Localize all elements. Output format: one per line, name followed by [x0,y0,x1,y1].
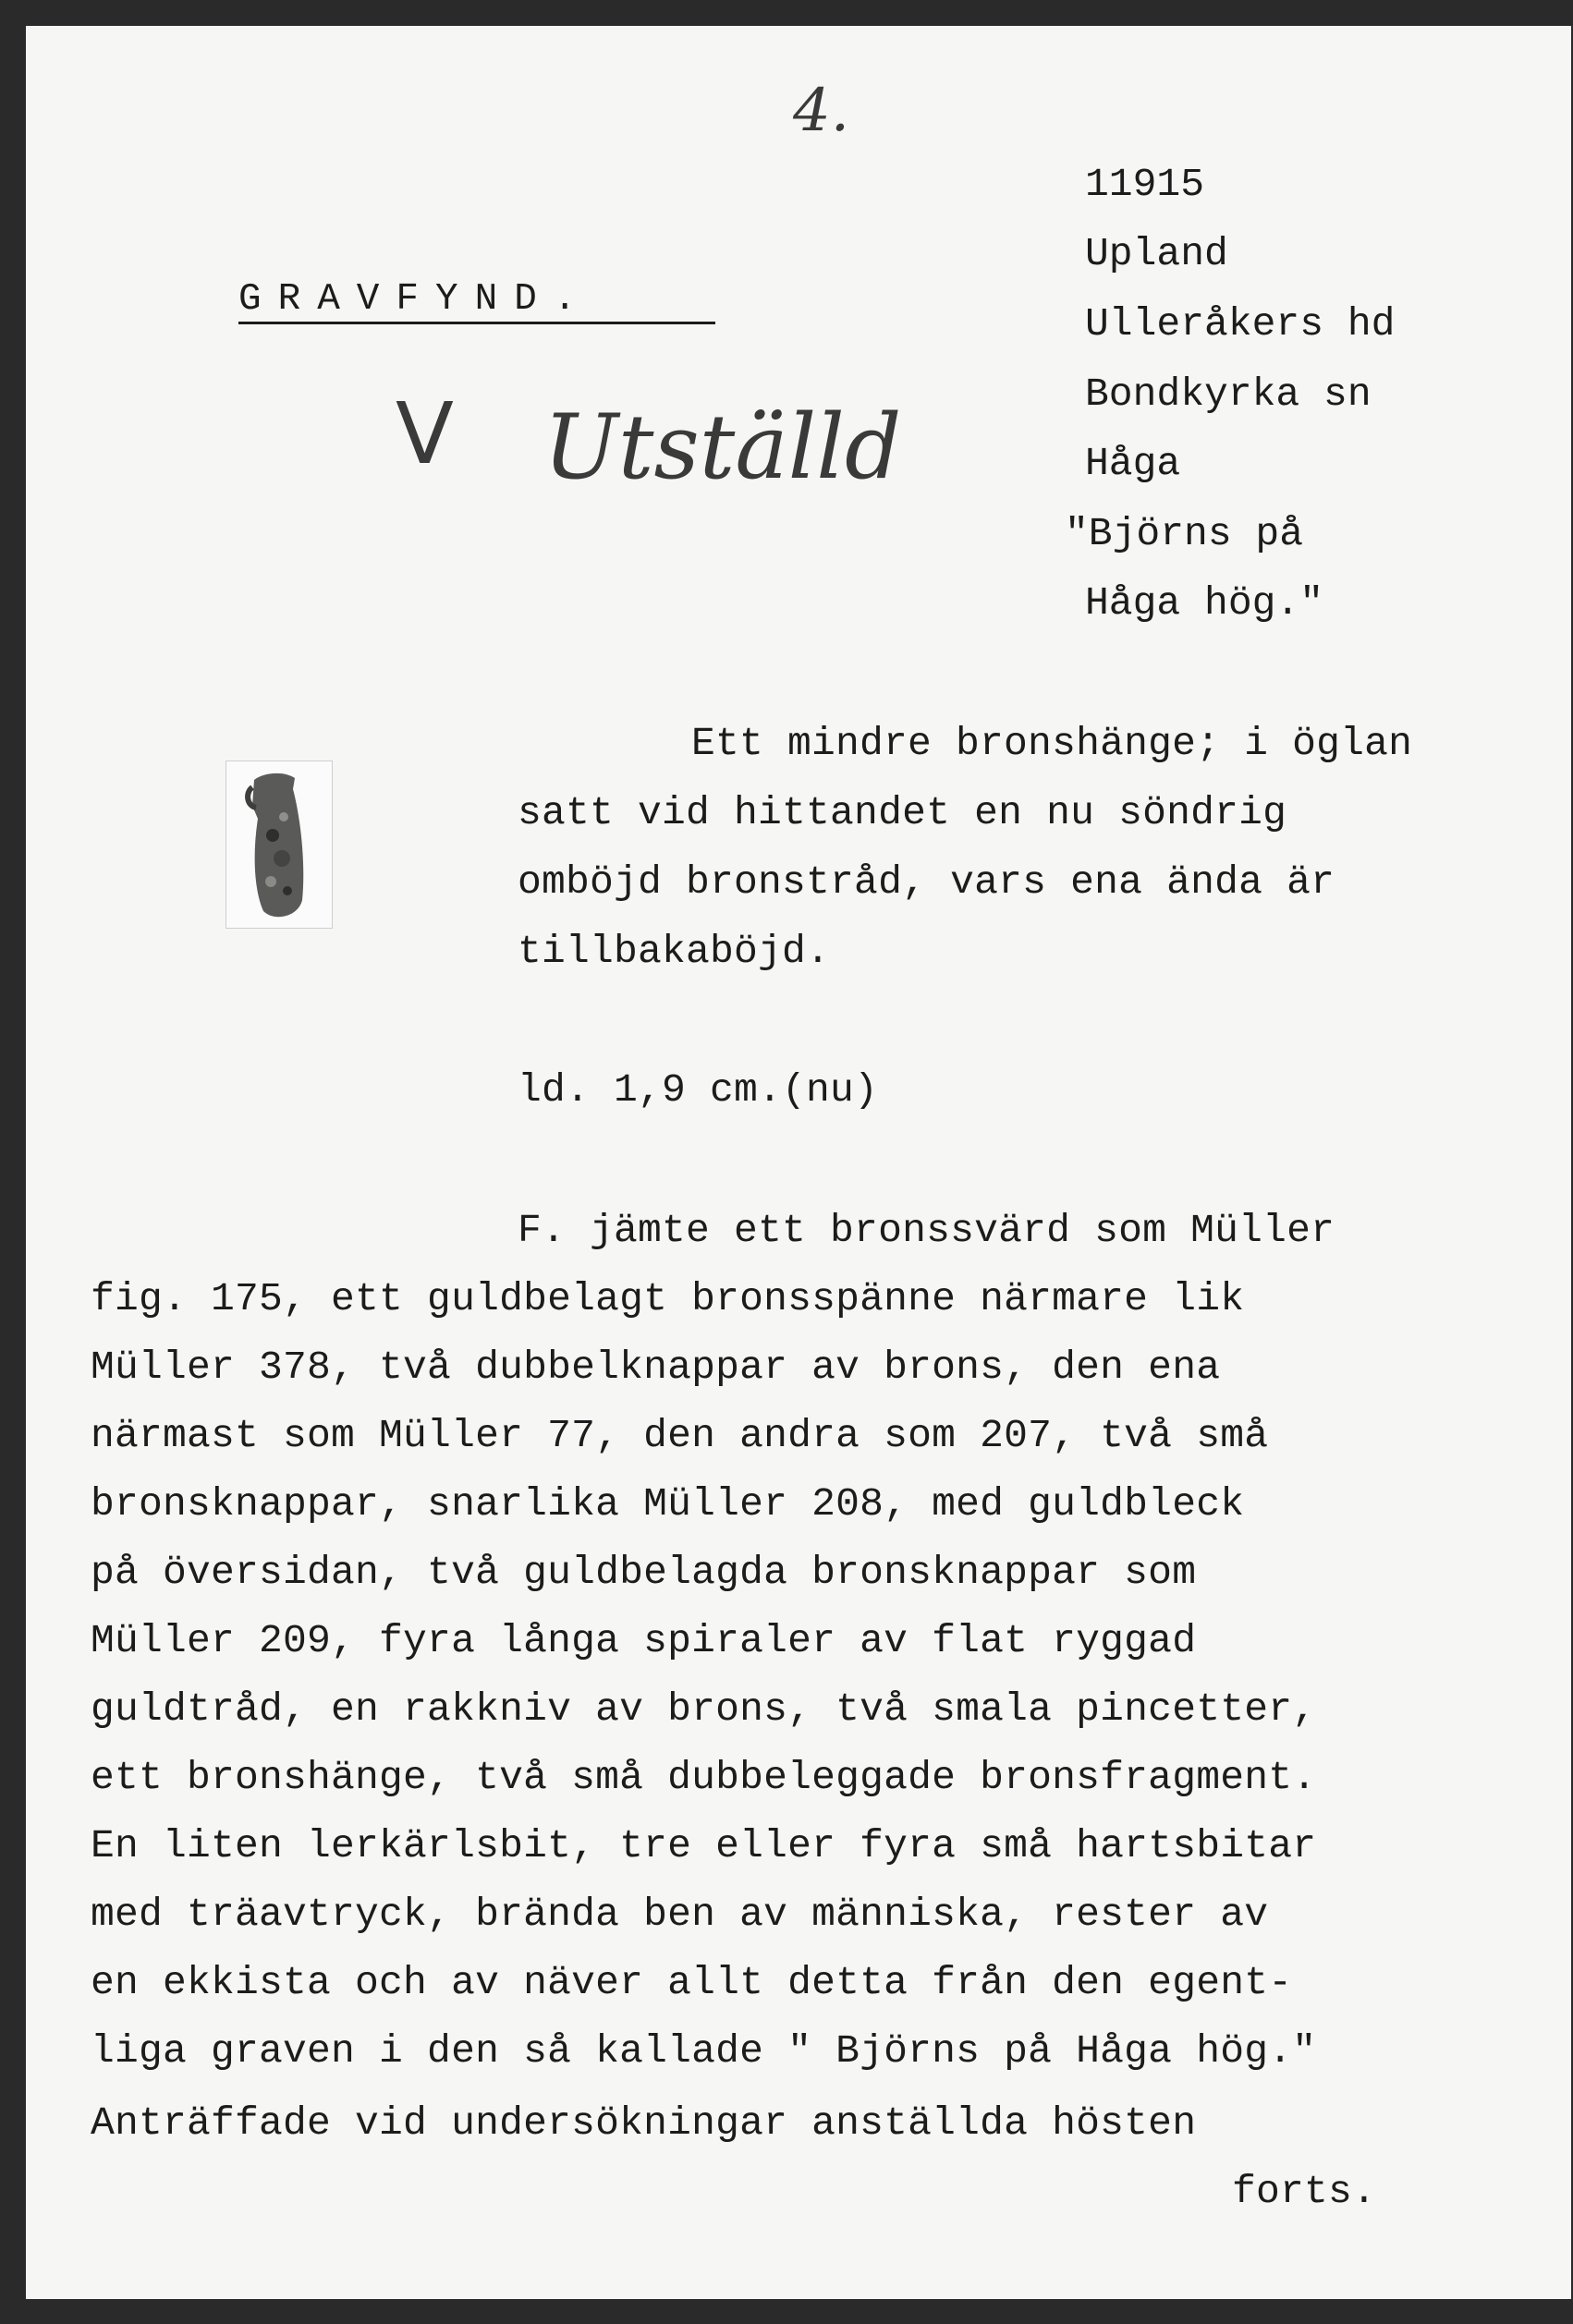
catalog-site-line1: "Björns på [1065,511,1304,556]
handwritten-checkmark: V [396,384,454,483]
find-line-10: En liten lerkärlsbit, tre eller fyra små hartsbitar [91,1823,1317,1868]
find-line-5: bronsknappar, snarlika Müller 208, med guldbleck [91,1481,1245,1527]
find-line-4: närmast som Müller 77, den andra som 207, två små [91,1413,1269,1458]
find-line-9: ett bronshänge, två små dubbeleggade bronsfragment. [91,1755,1317,1800]
find-line-1: F. jämte ett bronssvärd som Müller [518,1208,1335,1253]
find-line-6: på översidan, två guldbelagda bronsknappar som [91,1550,1197,1595]
catalog-site-line2: Håga hög." [1085,580,1324,626]
description-line-3: omböjd bronstråd, vars ena ända är [518,859,1335,905]
find-line-3: Müller 378, två dubbelknappar av brons, den ena [91,1345,1221,1390]
catalog-province: Upland [1085,231,1228,276]
find-line-14: Anträffade vid undersökningar anställda hösten [91,2100,1197,2146]
find-line-7: Müller 209, fyra långa spiraler av flat ryggad [91,1618,1197,1663]
find-line-11: med träavtryck, brända ben av människa, rester av [91,1892,1269,1937]
find-line-13: liga graven i den så kallade " Björns på Håga hög." [91,2028,1317,2074]
handwritten-number: 4. [793,77,850,145]
find-line-12: en ekkista och av näver allt detta från den egent- [91,1960,1293,2005]
find-line-8: guldtråd, en rakkniv av brons, två smala pincetter, [91,1686,1317,1732]
measurement: ld. 1,9 cm.(nu) [518,1067,879,1113]
heading-underline [238,322,715,324]
description-line-2: satt vid hittandet en nu söndrig [518,790,1287,835]
catalog-district: Ulleråkers hd [1085,301,1396,347]
continued-note: forts. [1232,2169,1377,2214]
description-line-1: Ett mindre bronshänge; i öglan [691,721,1413,766]
bronze-pendant-image [226,761,332,928]
catalog-card [26,26,1571,2299]
heading: GRAVFYND. [238,278,593,321]
artifact-photo [226,760,333,929]
find-line-2: fig. 175, ett guldbelagt bronsspänne närmare lik [91,1276,1245,1321]
description-line-4: tillbakaböjd. [518,929,831,974]
catalog-number: 11915 [1085,162,1205,207]
catalog-parish: Bondkyrka sn [1085,371,1372,417]
handwritten-annotation: Utställd [543,395,902,499]
catalog-place: Håga [1085,441,1181,486]
